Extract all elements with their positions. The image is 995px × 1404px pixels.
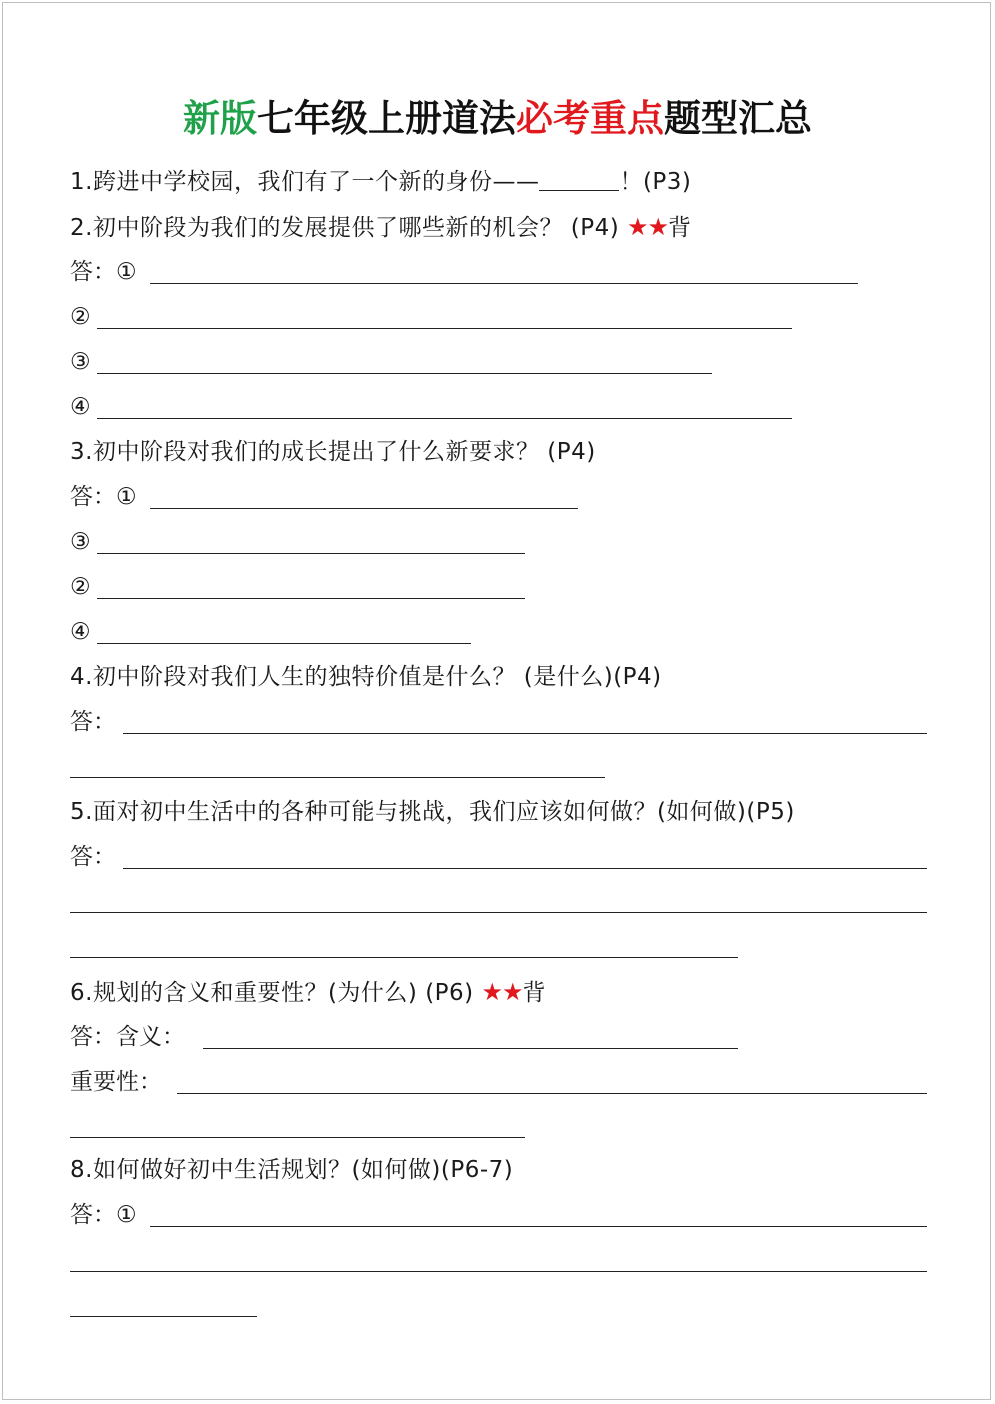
title-part-new-edition: 新版 (183, 97, 257, 140)
answer-line[interactable] (150, 1226, 927, 1227)
title-part-key-points: 必考重点 (516, 97, 664, 140)
answer-line[interactable] (123, 733, 927, 734)
question-5-answer-label: 答： (70, 844, 116, 870)
title-part-summary: 题型汇总 (664, 97, 812, 140)
question-2-suffix: 背 (668, 215, 692, 241)
question-2-answer-1-label: 答：① (70, 259, 137, 285)
question-5: 5.面对初中生活中的各种可能与挑战，我们应该如何做？(如何做)(P5) (70, 799, 795, 825)
answer-line[interactable] (150, 283, 858, 284)
question-6 (70, 972, 546, 1012)
question-1-blank[interactable] (539, 168, 619, 191)
answer-line[interactable] (97, 553, 525, 554)
answer-line[interactable] (97, 643, 471, 644)
answer-line[interactable] (150, 508, 578, 509)
question-2-answer-4-label: ④ (70, 394, 91, 420)
answer-line[interactable] (70, 912, 927, 913)
answer-line[interactable] (70, 1271, 927, 1272)
question-8: 8.如何做好初中生活规划？(如何做)(P6-7) (70, 1157, 514, 1183)
question-4: 4.初中阶段对我们人生的独特价值是什么？ (是什么)(P4) (70, 664, 662, 690)
question-6-meaning-label: 答：含义： (70, 1024, 185, 1050)
answer-line[interactable] (177, 1093, 927, 1094)
question-1-tail: ！(P3) (619, 169, 692, 195)
question-4-answer-label: 答： (70, 709, 116, 735)
star-icon: ★★ (481, 978, 523, 1006)
answer-line[interactable] (97, 418, 792, 419)
answer-line[interactable] (70, 777, 605, 778)
question-6-text: 6.规划的含义和重要性？(为什么) (P6) (70, 980, 482, 1006)
question-6-importance-label: 重要性： (70, 1069, 162, 1095)
question-3-answer-3-label: ② (70, 574, 91, 600)
question-2-answer-3-label: ③ (70, 349, 91, 375)
answer-line[interactable] (70, 1137, 525, 1138)
answer-line[interactable] (70, 1316, 257, 1317)
question-3-answer-2-label: ③ (70, 529, 91, 555)
answer-line[interactable] (97, 328, 792, 329)
answer-line[interactable] (97, 373, 712, 374)
question-3-answer-1-label: 答：① (70, 484, 137, 510)
answer-line[interactable] (203, 1048, 738, 1049)
answer-line[interactable] (70, 957, 738, 958)
question-6-suffix: 背 (522, 980, 546, 1006)
question-3: 3.初中阶段对我们的成长提出了什么新要求？ (P4) (70, 439, 596, 465)
answer-line[interactable] (123, 868, 927, 869)
question-2-text: 2.初中阶段为我们的发展提供了哪些新的机会？ (P4) (70, 215, 628, 241)
question-8-answer-label: 答：① (70, 1202, 137, 1228)
star-icon: ★★ (627, 213, 669, 241)
question-1 (70, 162, 691, 202)
title-part-grade: 七年级上册道法 (257, 97, 516, 140)
question-2-answer-2-label: ② (70, 304, 91, 330)
question-2 (70, 207, 692, 247)
page-title (0, 88, 995, 142)
question-3-answer-4-label: ④ (70, 619, 91, 645)
question-1-text: 1.跨进中学校园，我们有了一个新的身份—— (70, 169, 540, 195)
answer-line[interactable] (97, 598, 525, 599)
